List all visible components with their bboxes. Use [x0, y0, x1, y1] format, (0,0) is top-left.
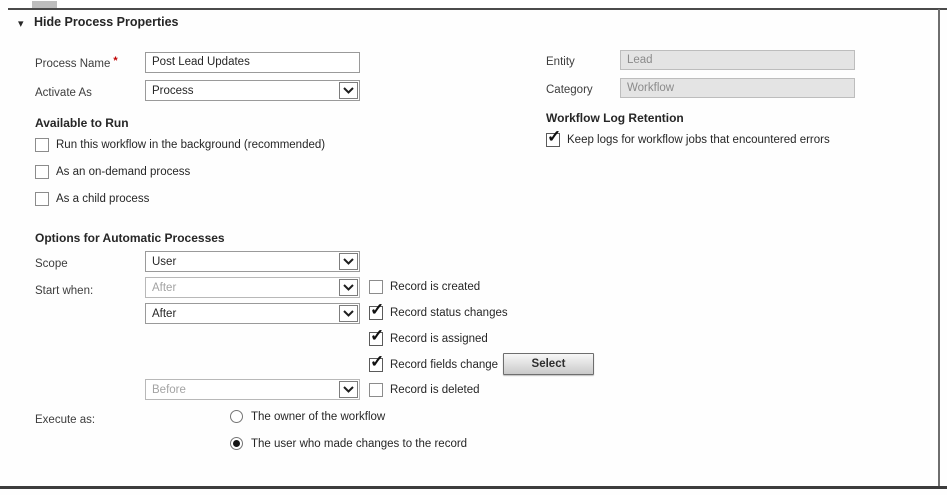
scope-value: User [152, 255, 177, 268]
start-when-deleted-value: Before [152, 383, 186, 396]
on-demand-process-label: As an on-demand process [56, 166, 191, 178]
frame-border-top [8, 8, 947, 10]
activate-as-label: Activate As [35, 87, 92, 99]
checkbox-row [546, 133, 830, 147]
chevron-down-icon [339, 82, 358, 99]
automatic-processes-title: Options for Automatic Processes [35, 231, 225, 245]
scope-dropdown[interactable] [145, 251, 360, 272]
record-is-deleted-label: Record is deleted [390, 384, 480, 396]
start-when-label: Start when: [35, 285, 94, 297]
run-in-background-checkbox[interactable] [35, 138, 49, 152]
checkbox-row [369, 358, 498, 372]
entity-field: Lead [620, 50, 855, 70]
child-process-label: As a child process [56, 193, 150, 205]
record-is-deleted-checkbox[interactable] [369, 383, 383, 397]
record-fields-change-checkbox[interactable] [369, 358, 383, 372]
start-when-deleted-dropdown [145, 379, 360, 400]
frame-notch [32, 1, 57, 8]
owner-of-workflow-radio[interactable] [230, 410, 243, 423]
collapse-arrow-icon[interactable]: ▾ [18, 18, 24, 30]
execute-as-label: Execute as: [35, 414, 96, 426]
available-to-run-title: Available to Run [35, 116, 129, 130]
record-is-created-label: Record is created [390, 281, 481, 293]
start-when-status-value: After [152, 307, 177, 320]
process-name-label [35, 55, 118, 70]
record-is-assigned-checkbox[interactable] [369, 332, 383, 346]
record-is-created-checkbox[interactable] [369, 280, 383, 294]
section-header-hide-process-properties[interactable]: Hide Process Properties [34, 15, 179, 29]
required-asterisk: * [113, 55, 118, 67]
checkbox-row [369, 280, 480, 294]
category-field: Workflow [620, 78, 855, 98]
child-process-checkbox[interactable] [35, 192, 49, 206]
chevron-down-icon [339, 253, 358, 270]
keep-logs-label: Keep logs for workflow jobs that encountered errors [567, 134, 830, 146]
frame-border-bottom [0, 486, 947, 489]
select-fields-button[interactable]: Select [503, 353, 594, 375]
keep-logs-checkbox[interactable] [546, 133, 560, 147]
record-status-changes-checkbox[interactable] [369, 306, 383, 320]
run-in-background-label: Run this workflow in the background (recommended) [56, 139, 326, 151]
checkbox-row [369, 383, 480, 397]
start-when-created-value: After [152, 281, 177, 294]
record-fields-change-label: Record fields change [390, 359, 499, 371]
checkbox-row [35, 192, 149, 206]
scope-label: Scope [35, 258, 68, 270]
entity-label: Entity [546, 56, 575, 68]
process-name-input[interactable]: Post Lead Updates [145, 52, 360, 73]
activate-as-dropdown[interactable] [145, 80, 360, 101]
chevron-down-icon [339, 279, 358, 296]
owner-of-workflow-label: The owner of the workflow [251, 410, 386, 423]
chevron-down-icon [339, 381, 358, 398]
radio-row [230, 410, 385, 423]
checkbox-row [369, 306, 508, 320]
user-who-made-changes-radio[interactable] [230, 437, 243, 450]
start-when-status-dropdown[interactable] [145, 303, 360, 324]
record-status-changes-label: Record status changes [390, 307, 508, 319]
frame-border-right [938, 9, 940, 487]
process-name-label-text: Process Name [35, 58, 111, 70]
activate-as-value: Process [152, 84, 194, 97]
start-when-created-dropdown [145, 277, 360, 298]
workflow-log-retention-title: Workflow Log Retention [546, 111, 684, 125]
user-who-made-changes-label: The user who made changes to the record [251, 437, 468, 450]
on-demand-process-checkbox[interactable] [35, 165, 49, 179]
category-label: Category [546, 84, 593, 96]
checkbox-row [369, 332, 488, 346]
chevron-down-icon [339, 305, 358, 322]
checkbox-row [35, 138, 325, 152]
checkbox-row [35, 165, 190, 179]
record-is-assigned-label: Record is assigned [390, 333, 488, 345]
radio-row [230, 437, 467, 450]
